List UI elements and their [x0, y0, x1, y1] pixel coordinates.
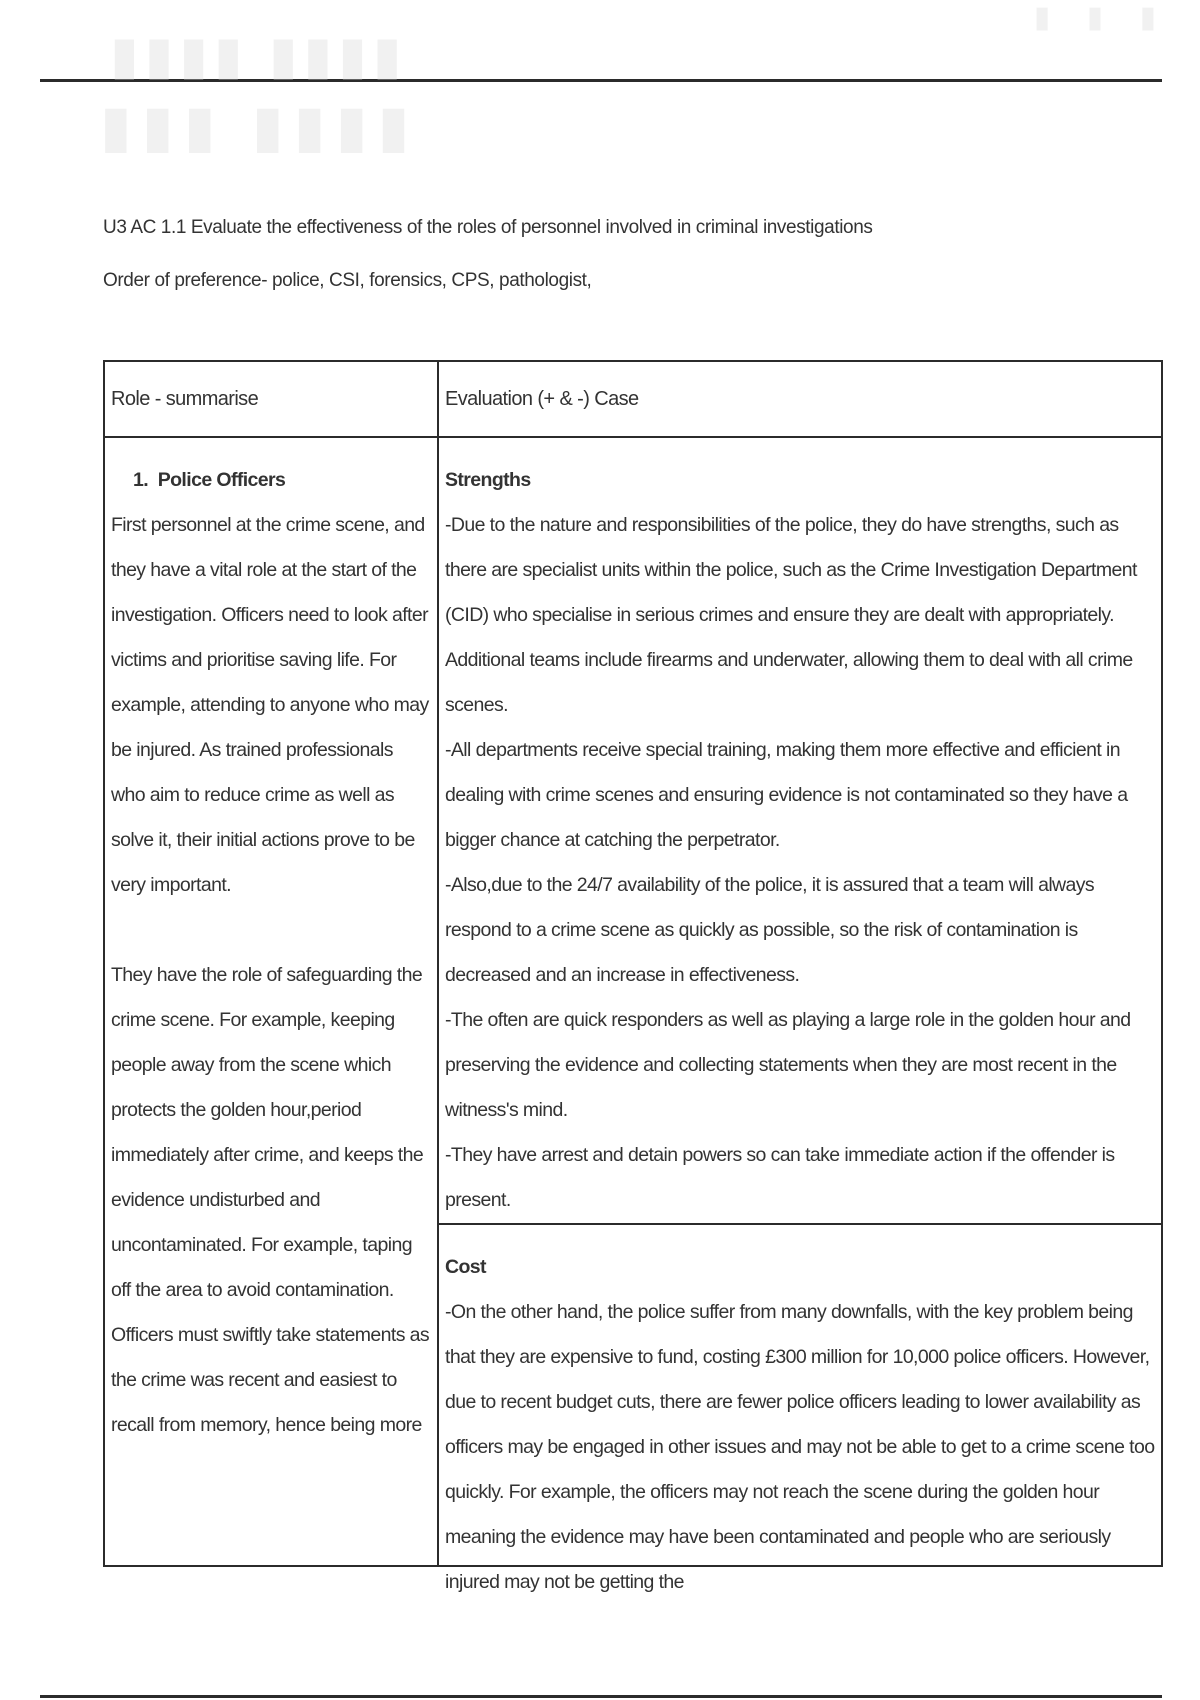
- strength-point: -Due to the nature and responsibilities of the police, they do have strengths, such as there are specialist units within the police, such as the Crime Investigation Department (CID) who specialise in serious crimes and ensure they are dealt with appropriately. Additional teams include firearms and underwater, allowing them to deal with all crime scenes.: [445, 514, 1137, 716]
- faint-watermark-text: ▮▮▮ ▮▮▮▮: [100, 94, 420, 159]
- role-heading: [111, 458, 431, 503]
- order-of-preference: Order of preference- police, CSI, forensics, CPS, pathologist,: [103, 270, 592, 291]
- strength-point: -They have arrest and detain powers so can take immediate action if the offender is present.: [445, 1144, 1115, 1211]
- bottom-divider: [40, 1695, 1162, 1698]
- strength-point: -Also,due to the 24/7 availability of the police, it is assured that a team will always respond to a crime scene as quickly as possible, so the risk of contamination is decreased and an increase in effectiveness.: [445, 874, 1095, 986]
- table-row: [104, 437, 1162, 1224]
- faint-watermark-text: ▮▮▮▮ ▮▮▮▮: [110, 27, 408, 85]
- role-title: Police Officers: [157, 469, 286, 491]
- cost-point: -On the other hand, the police suffer from many downfalls, with the key problem being that they are expensive to fund, costing £300 million for 10,000 police officers. However, due to recent budget cuts, there are fewer police officers leading to lower availability as officers may be engaged in other issues and may not be able to get to a crime scene too quickly. For example, the officers may not reach the scene during the golden hour meaning the evidence may have been contaminated and people who are seriously injured may not be getting the: [445, 1301, 1155, 1593]
- header-role: Role - summarise: [104, 361, 438, 437]
- faint-watermark-text: ▮ ▮ ▮: [1033, 1, 1170, 34]
- role-paragraph: First personnel at the crime scene, and they have a vital role at the start of the investigation. Officers need to look after victims and prioritise saving life. For example, attending to anyone who may be injured. As trained professionals who aim to reduce crime as well as solve it, their initial actions prove to be very important.: [111, 514, 429, 896]
- document-title: U3 AC 1.1 Evaluate the effectiveness of the roles of personnel involved in criminal investigations: [103, 217, 873, 238]
- strengths-title: Strengths: [445, 469, 531, 491]
- strength-point: -All departments receive special training, making them more effective and efficient in dealing with crime scenes and ensuring evidence is not contaminated so they have a bigger chance at catching the perpetrator.: [445, 739, 1128, 851]
- role-paragraph: They have the role of safeguarding the crime scene. For example, keeping people away from the scene which protects the golden hour,period immediately after crime, and keeps the evidence undisturbed and uncontaminated. For example, taping off the area to avoid contamination. Officers must swiftly take statements as the crime was recent and easiest to recall from memory, hence being more: [111, 964, 430, 1436]
- strengths-cell: [438, 437, 1162, 1224]
- cost-cell: [438, 1224, 1162, 1593]
- table-header-row: [104, 361, 1162, 437]
- header-evaluation: Evaluation (+ & -) Case: [438, 361, 1162, 437]
- strength-point: -The often are quick responders as well as playing a large role in the golden hour and preserving the evidence and collecting statements when they are most recent in the witness's mind.: [445, 1009, 1131, 1121]
- role-cell: [104, 437, 438, 1566]
- cost-title: Cost: [445, 1256, 486, 1278]
- role-number: 1.: [133, 469, 149, 491]
- evaluation-table: [103, 360, 1163, 1593]
